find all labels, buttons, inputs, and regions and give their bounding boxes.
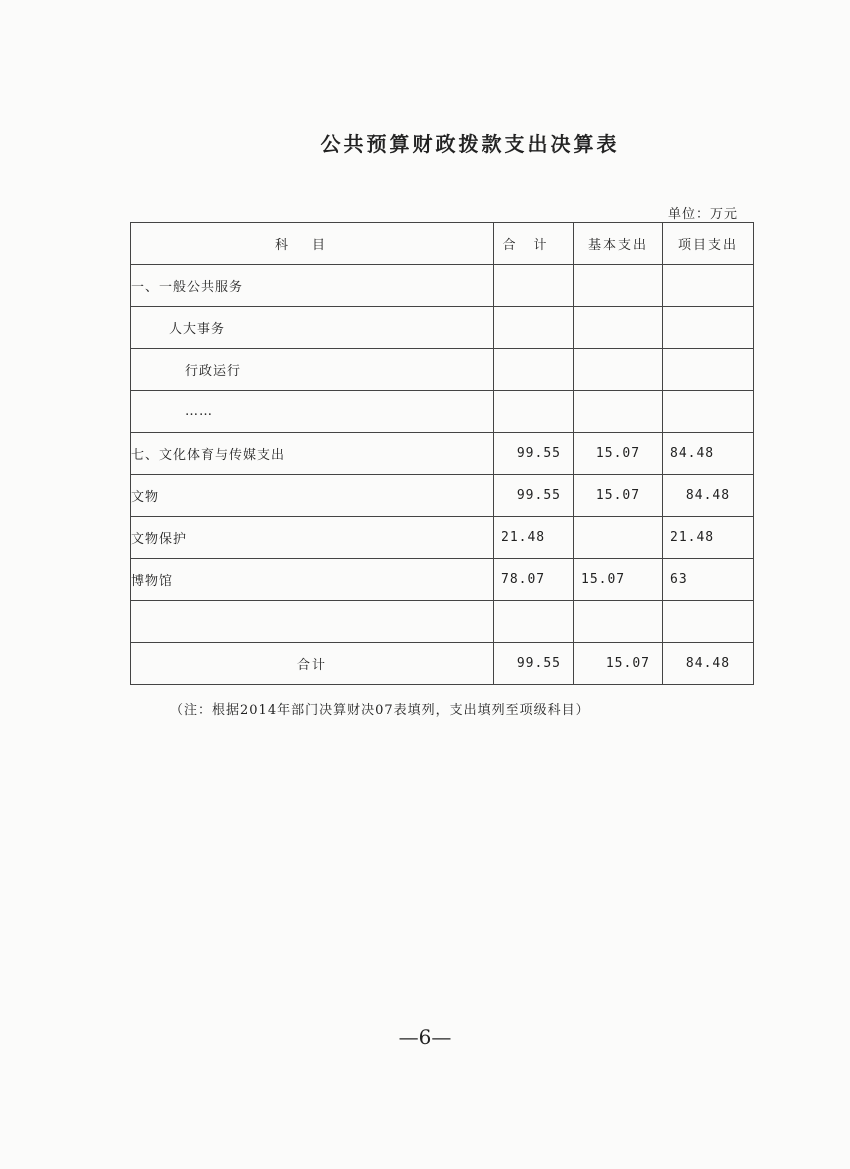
subject-cell: 人大事务 xyxy=(131,307,494,349)
page-number: —6— xyxy=(398,1025,452,1049)
basic-cell xyxy=(574,517,663,559)
total-cell xyxy=(494,349,574,391)
table-row xyxy=(131,601,754,643)
basic-cell: 15.07 xyxy=(574,475,663,517)
page-title: 公共预算财政拨款支出决算表 xyxy=(320,132,620,156)
subject-cell: …… xyxy=(131,391,494,433)
subject-cell: 博物馆 xyxy=(131,559,494,601)
subject-cell: 合计 xyxy=(131,643,494,685)
header-total: 合计 xyxy=(494,223,574,265)
project-cell xyxy=(663,307,754,349)
table-note: （注：根据2014年部门决算财决07表填列，支出填列至项级科目） xyxy=(170,703,590,718)
total-cell xyxy=(494,307,574,349)
basic-cell xyxy=(574,307,663,349)
subject-cell: 文物保护 xyxy=(131,517,494,559)
project-cell: 84.48 xyxy=(663,433,754,475)
total-cell: 78.07 xyxy=(494,559,574,601)
project-cell xyxy=(663,391,754,433)
subject-cell: 七、文化体育与传媒支出 xyxy=(131,433,494,475)
total-cell xyxy=(494,391,574,433)
expenditure-table xyxy=(130,222,754,685)
subject-cell: 一、一般公共服务 xyxy=(131,265,494,307)
total-cell xyxy=(494,265,574,307)
table-total-row xyxy=(131,643,754,685)
table-row xyxy=(131,391,754,433)
basic-cell: 15.07 xyxy=(574,433,663,475)
table-row xyxy=(131,265,754,307)
table-row xyxy=(131,433,754,475)
basic-cell xyxy=(574,265,663,307)
header-subject: 科目 xyxy=(131,223,494,265)
total-cell: 99.55 xyxy=(494,433,574,475)
project-cell: 84.48 xyxy=(663,475,754,517)
basic-cell xyxy=(574,349,663,391)
table-row xyxy=(131,517,754,559)
project-cell: 84.48 xyxy=(663,643,754,685)
project-cell: 63 xyxy=(663,559,754,601)
header-project-expenditure: 项目支出 xyxy=(663,223,754,265)
table-row xyxy=(131,559,754,601)
basic-cell: 15.07 xyxy=(574,643,663,685)
table-header-row xyxy=(131,223,754,265)
subject-cell: 行政运行 xyxy=(131,349,494,391)
subject-cell xyxy=(131,601,494,643)
unit-label: 单位：万元 xyxy=(668,207,739,222)
total-cell: 99.55 xyxy=(494,643,574,685)
project-cell xyxy=(663,265,754,307)
total-cell: 21.48 xyxy=(494,517,574,559)
project-cell: 21.48 xyxy=(663,517,754,559)
header-basic-expenditure: 基本支出 xyxy=(574,223,663,265)
subject-cell: 文物 xyxy=(131,475,494,517)
total-cell: 99.55 xyxy=(494,475,574,517)
basic-cell xyxy=(574,601,663,643)
basic-cell xyxy=(574,391,663,433)
project-cell xyxy=(663,601,754,643)
basic-cell: 15.07 xyxy=(574,559,663,601)
total-cell xyxy=(494,601,574,643)
table-row xyxy=(131,349,754,391)
table-row xyxy=(131,307,754,349)
table-row xyxy=(131,475,754,517)
project-cell xyxy=(663,349,754,391)
